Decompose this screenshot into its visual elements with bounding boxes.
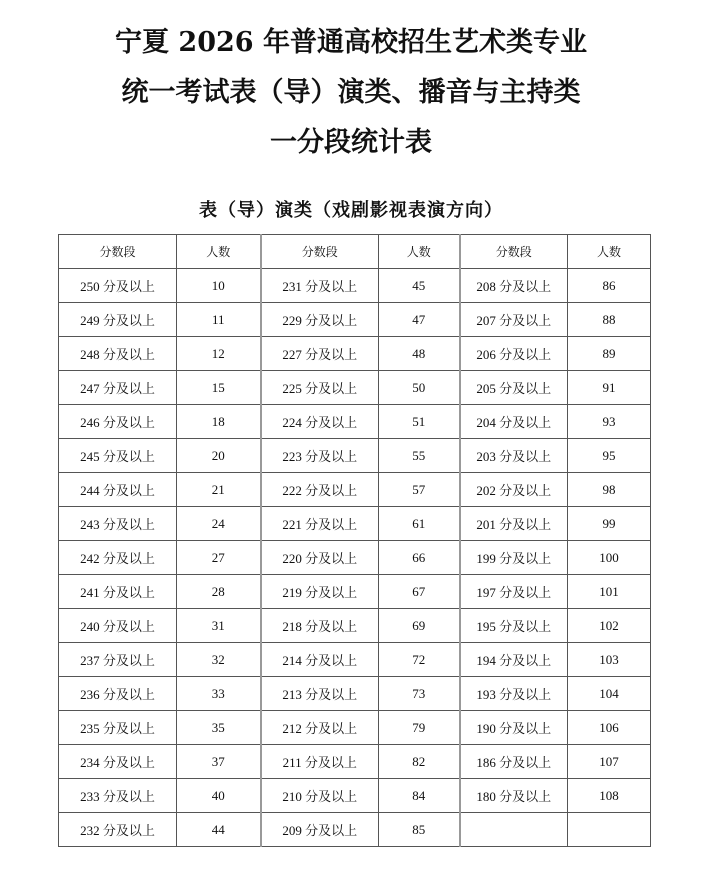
- count-cell: 66: [379, 541, 460, 575]
- count-cell: 107: [568, 745, 651, 779]
- count-cell: 73: [379, 677, 460, 711]
- score-range-cell: 194 分及以上: [460, 643, 568, 677]
- count-cell: [568, 813, 651, 847]
- count-cell: 85: [379, 813, 460, 847]
- table-header-row: [59, 235, 651, 269]
- score-range-cell: 207 分及以上: [460, 303, 568, 337]
- score-range-cell: 202 分及以上: [460, 473, 568, 507]
- score-range-cell: 242 分及以上: [59, 541, 177, 575]
- title-line-1: 宁夏 2026 年普通高校招生艺术类专业: [115, 27, 587, 58]
- score-range-cell: 193 分及以上: [460, 677, 568, 711]
- score-range-cell: 205 分及以上: [460, 371, 568, 405]
- score-range-cell: 214 分及以上: [261, 643, 379, 677]
- count-cell: 20: [177, 439, 261, 473]
- header-count: 人数: [568, 235, 651, 269]
- table-row: [59, 507, 651, 541]
- count-cell: 106: [568, 711, 651, 745]
- count-cell: 35: [177, 711, 261, 745]
- count-cell: 84: [379, 779, 460, 813]
- count-cell: 12: [177, 337, 261, 371]
- table-row: [59, 371, 651, 405]
- count-cell: 88: [568, 303, 651, 337]
- count-cell: 45: [379, 269, 460, 303]
- table-row: [59, 303, 651, 337]
- score-range-cell: 223 分及以上: [261, 439, 379, 473]
- count-cell: 67: [379, 575, 460, 609]
- score-range-cell: 186 分及以上: [460, 745, 568, 779]
- count-cell: 104: [568, 677, 651, 711]
- score-range-cell: 247 分及以上: [59, 371, 177, 405]
- count-cell: 99: [568, 507, 651, 541]
- count-cell: 108: [568, 779, 651, 813]
- score-range-cell: 243 分及以上: [59, 507, 177, 541]
- count-cell: 40: [177, 779, 261, 813]
- score-range-cell: 209 分及以上: [261, 813, 379, 847]
- count-cell: 51: [379, 405, 460, 439]
- title-line-3: 一分段统计表: [270, 127, 432, 158]
- count-cell: 72: [379, 643, 460, 677]
- score-range-cell: 224 分及以上: [261, 405, 379, 439]
- count-cell: 103: [568, 643, 651, 677]
- score-range-cell: 212 分及以上: [261, 711, 379, 745]
- score-distribution-table: [58, 234, 651, 847]
- score-range-cell: 250 分及以上: [59, 269, 177, 303]
- count-cell: 91: [568, 371, 651, 405]
- score-range-cell: 203 分及以上: [460, 439, 568, 473]
- score-range-cell: 218 分及以上: [261, 609, 379, 643]
- document-title: [0, 18, 702, 168]
- score-range-cell: 236 分及以上: [59, 677, 177, 711]
- table-row: [59, 711, 651, 745]
- header-score-range: 分数段: [261, 235, 379, 269]
- count-cell: 93: [568, 405, 651, 439]
- score-range-cell: 180 分及以上: [460, 779, 568, 813]
- count-cell: 57: [379, 473, 460, 507]
- count-cell: 21: [177, 473, 261, 507]
- table-row: [59, 269, 651, 303]
- score-range-cell: 229 分及以上: [261, 303, 379, 337]
- score-range-cell: 220 分及以上: [261, 541, 379, 575]
- score-range-cell: 249 分及以上: [59, 303, 177, 337]
- score-range-cell: 245 分及以上: [59, 439, 177, 473]
- count-cell: 47: [379, 303, 460, 337]
- count-cell: 37: [177, 745, 261, 779]
- score-range-cell: 201 分及以上: [460, 507, 568, 541]
- count-cell: 48: [379, 337, 460, 371]
- count-cell: 24: [177, 507, 261, 541]
- score-range-cell: 190 分及以上: [460, 711, 568, 745]
- table-row: [59, 779, 651, 813]
- count-cell: 69: [379, 609, 460, 643]
- score-range-cell: 208 分及以上: [460, 269, 568, 303]
- score-range-cell: 244 分及以上: [59, 473, 177, 507]
- table-row: [59, 541, 651, 575]
- score-range-cell: 241 分及以上: [59, 575, 177, 609]
- score-range-cell: [460, 813, 568, 847]
- count-cell: 44: [177, 813, 261, 847]
- count-cell: 15: [177, 371, 261, 405]
- table-row: [59, 609, 651, 643]
- score-range-cell: 210 分及以上: [261, 779, 379, 813]
- table-row: [59, 405, 651, 439]
- title-line-2: 统一考试表（导）演类、播音与主持类: [121, 77, 581, 108]
- score-range-cell: 225 分及以上: [261, 371, 379, 405]
- score-range-cell: 234 分及以上: [59, 745, 177, 779]
- count-cell: 28: [177, 575, 261, 609]
- score-range-cell: 197 分及以上: [460, 575, 568, 609]
- score-range-cell: 246 分及以上: [59, 405, 177, 439]
- count-cell: 32: [177, 643, 261, 677]
- count-cell: 86: [568, 269, 651, 303]
- score-range-cell: 240 分及以上: [59, 609, 177, 643]
- score-range-cell: 211 分及以上: [261, 745, 379, 779]
- table-row: [59, 337, 651, 371]
- score-range-cell: 204 分及以上: [460, 405, 568, 439]
- header-count: 人数: [177, 235, 261, 269]
- score-range-cell: 219 分及以上: [261, 575, 379, 609]
- table-row: [59, 677, 651, 711]
- count-cell: 10: [177, 269, 261, 303]
- count-cell: 27: [177, 541, 261, 575]
- score-range-cell: 237 分及以上: [59, 643, 177, 677]
- score-range-cell: 227 分及以上: [261, 337, 379, 371]
- score-range-cell: 195 分及以上: [460, 609, 568, 643]
- table-row: [59, 745, 651, 779]
- table-row: [59, 439, 651, 473]
- count-cell: 18: [177, 405, 261, 439]
- header-count: 人数: [379, 235, 460, 269]
- score-range-cell: 248 分及以上: [59, 337, 177, 371]
- count-cell: 98: [568, 473, 651, 507]
- count-cell: 82: [379, 745, 460, 779]
- header-score-range: 分数段: [460, 235, 568, 269]
- count-cell: 55: [379, 439, 460, 473]
- table-row: [59, 473, 651, 507]
- score-range-cell: 235 分及以上: [59, 711, 177, 745]
- count-cell: 100: [568, 541, 651, 575]
- table-row: [59, 643, 651, 677]
- score-range-cell: 232 分及以上: [59, 813, 177, 847]
- count-cell: 101: [568, 575, 651, 609]
- count-cell: 61: [379, 507, 460, 541]
- score-range-cell: 222 分及以上: [261, 473, 379, 507]
- count-cell: 33: [177, 677, 261, 711]
- score-range-cell: 199 分及以上: [460, 541, 568, 575]
- count-cell: 89: [568, 337, 651, 371]
- table-row: [59, 575, 651, 609]
- count-cell: 79: [379, 711, 460, 745]
- count-cell: 102: [568, 609, 651, 643]
- header-score-range: 分数段: [59, 235, 177, 269]
- table-row: [59, 813, 651, 847]
- score-range-cell: 231 分及以上: [261, 269, 379, 303]
- count-cell: 50: [379, 371, 460, 405]
- score-range-cell: 213 分及以上: [261, 677, 379, 711]
- count-cell: 11: [177, 303, 261, 337]
- score-range-cell: 206 分及以上: [460, 337, 568, 371]
- table-title: 表（导）演类（戏剧影视表演方向）: [199, 200, 503, 221]
- count-cell: 95: [568, 439, 651, 473]
- score-range-cell: 233 分及以上: [59, 779, 177, 813]
- score-range-cell: 221 分及以上: [261, 507, 379, 541]
- count-cell: 31: [177, 609, 261, 643]
